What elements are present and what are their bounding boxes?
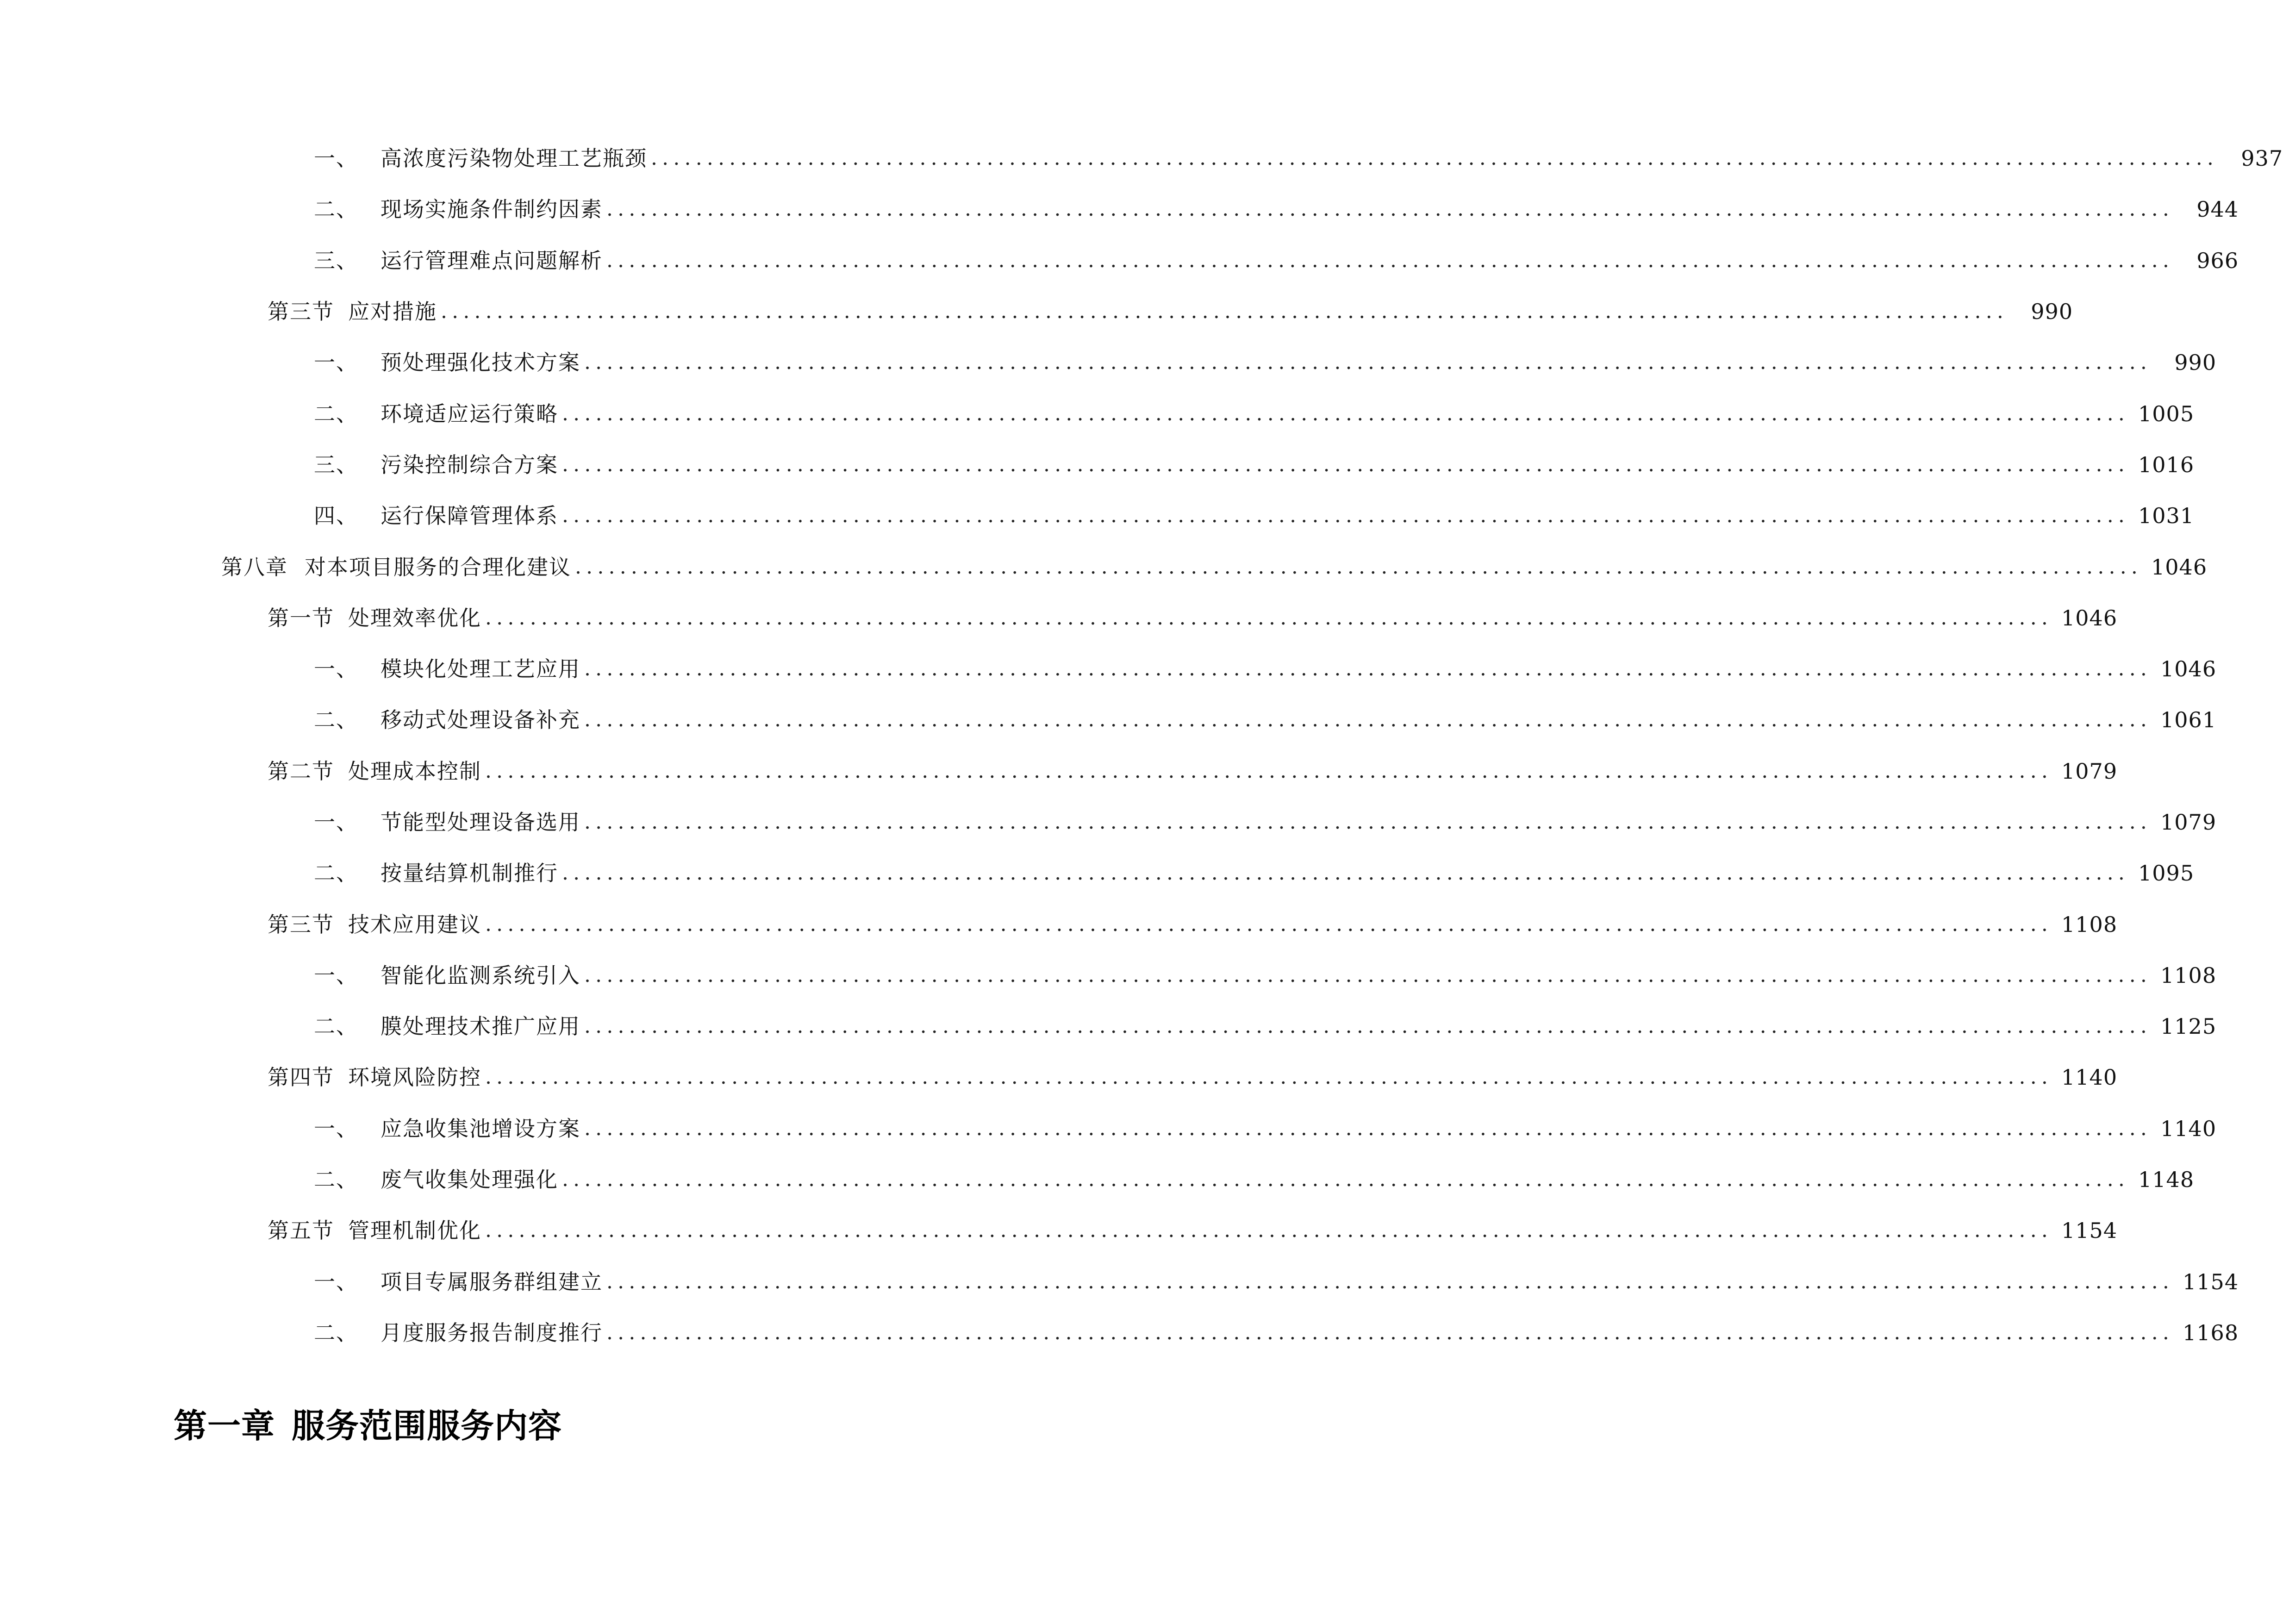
- chapter-heading-title: 服务范围服务内容: [292, 1406, 562, 1445]
- toc-entry-number: 第一节: [268, 605, 334, 631]
- toc-entry-label: [268, 1067, 481, 1088]
- toc-entry-title: 月度服务报告制度推行: [380, 1320, 603, 1345]
- toc-dot-leader: ............................................................................................................................................: [485, 759, 2053, 783]
- toc-entry-label: [314, 862, 558, 884]
- toc-entry-label: [314, 503, 558, 529]
- toc-dot-leader: ............................................................................................................................................: [562, 1168, 2130, 1192]
- toc-entry-number: 二、: [314, 197, 358, 222]
- toc-entry-label: [314, 250, 603, 271]
- toc-entry-page-number: 1154: [2061, 1218, 2118, 1243]
- toc-entry-page-number: 1095: [2138, 861, 2195, 886]
- toc-entry-page-number: 1108: [2160, 962, 2217, 988]
- toc-entry-page-number: 1079: [2061, 758, 2118, 784]
- toc-entry-number: 第五节: [268, 1218, 334, 1243]
- toc-dot-leader: ............................................................................................................................................: [584, 1014, 2152, 1038]
- toc-dot-leader: ............................................................................................................................................: [575, 555, 2143, 579]
- toc-entry-title: 按量结算机制推行: [380, 861, 558, 886]
- toc-entry[interactable]: [0, 1154, 2195, 1205]
- toc-entry[interactable]: [0, 1205, 2118, 1256]
- toc-entry[interactable]: [0, 541, 2208, 592]
- toc-dot-leader: ............................................................................................................................................: [485, 1218, 2053, 1243]
- toc-entry[interactable]: [0, 388, 2195, 439]
- toc-entry[interactable]: [0, 235, 2239, 286]
- toc-entry[interactable]: [0, 286, 2073, 337]
- toc-entry-page-number: 1148: [2138, 1167, 2195, 1193]
- toc-entry-title: 管理机制优化: [348, 1218, 481, 1243]
- toc-entry[interactable]: [0, 337, 2217, 388]
- toc-entry-label: [314, 199, 603, 220]
- toc-dot-leader: ............................................................................................................................................: [584, 810, 2152, 834]
- toc-entry[interactable]: [0, 133, 2283, 184]
- toc-entry-title: 环境风险防控: [348, 1065, 481, 1090]
- toc-entry-page-number: 1140: [2160, 1116, 2217, 1141]
- toc-entry[interactable]: [0, 1001, 2217, 1052]
- toc-entry-page-number: 1168: [2183, 1320, 2239, 1345]
- toc-entry-number: 一、: [314, 962, 358, 988]
- toc-entry-title: 高浓度污染物处理工艺瓶颈: [380, 146, 647, 171]
- toc-entry-page-number: 1140: [2061, 1065, 2118, 1090]
- toc-entry-label: [221, 556, 571, 578]
- toc-dot-leader: ............................................................................................................................................: [562, 504, 2130, 528]
- toc-entry-number: 三、: [314, 248, 358, 273]
- toc-entry[interactable]: [0, 643, 2217, 694]
- toc-entry-page-number: 1046: [2151, 554, 2208, 580]
- toc-entry-page-number: 966: [2196, 248, 2239, 273]
- toc-entry[interactable]: [0, 439, 2195, 490]
- toc-entry-label: [314, 1118, 580, 1139]
- toc-entry-label: [314, 1271, 603, 1293]
- toc-entry[interactable]: [0, 746, 2118, 797]
- toc-entry-number: 二、: [314, 1167, 358, 1193]
- toc-entry-label: [314, 1167, 558, 1193]
- toc-dot-leader: ............................................................................................................................................: [584, 708, 2152, 732]
- chapter-heading: [174, 1406, 562, 1445]
- toc-entry-title: 膜处理技术推广应用: [380, 1014, 580, 1039]
- toc-dot-leader: ............................................................................................................................................: [606, 248, 2174, 272]
- toc-entry[interactable]: [0, 848, 2195, 899]
- toc-entry-label: [314, 962, 580, 988]
- toc-entry-title: 移动式处理设备补充: [380, 707, 580, 733]
- toc-entry-page-number: 1108: [2061, 912, 2118, 937]
- toc-dot-leader: ............................................................................................................................................: [485, 606, 2053, 630]
- toc-entry-page-number: 990: [2031, 299, 2073, 325]
- toc-entry-page-number: 1046: [2061, 605, 2118, 631]
- toc-entry-number: 三、: [314, 452, 358, 477]
- toc-entry[interactable]: [0, 694, 2217, 745]
- toc-dot-leader: ............................................................................................................................................: [562, 452, 2130, 476]
- toc-dot-leader: ............................................................................................................................................: [441, 300, 2009, 324]
- toc-entry-label: [268, 1220, 481, 1241]
- toc-entry-page-number: 1079: [2160, 810, 2217, 835]
- toc-entry-title: 运行保障管理体系: [380, 503, 558, 529]
- toc-dot-leader: ............................................................................................................................................: [485, 1065, 2053, 1089]
- toc-entry-number: 一、: [314, 1116, 358, 1141]
- toc-entry-number: 一、: [314, 1269, 358, 1294]
- toc-dot-leader: ............................................................................................................................................: [606, 197, 2174, 221]
- toc-dot-leader: ............................................................................................................................................: [562, 861, 2130, 885]
- toc-entry-page-number: 1061: [2160, 707, 2217, 733]
- toc-dot-leader: ............................................................................................................................................: [606, 1320, 2174, 1344]
- toc-entry[interactable]: [0, 1307, 2239, 1358]
- toc-entry-title: 处理效率优化: [348, 605, 481, 631]
- toc-entry-page-number: 1005: [2138, 401, 2195, 426]
- toc-dot-leader: ............................................................................................................................................: [584, 1116, 2152, 1140]
- toc-entry-number: 一、: [314, 810, 358, 835]
- toc-entry-label: [314, 812, 580, 833]
- toc-entry-number: 二、: [314, 1014, 358, 1039]
- toc-entry-page-number: 1046: [2160, 656, 2217, 682]
- toc-entry-page-number: 1154: [2183, 1269, 2239, 1294]
- toc-entry[interactable]: [0, 1103, 2217, 1154]
- toc-entry[interactable]: [0, 797, 2217, 848]
- toc-entry-number: 一、: [314, 146, 358, 171]
- toc-dot-leader: ............................................................................................................................................: [651, 146, 2219, 170]
- toc-entry-label: [314, 148, 647, 169]
- table-of-contents: [0, 133, 2283, 1358]
- toc-entry-title: 模块化处理工艺应用: [380, 656, 580, 682]
- toc-entry-number: 四、: [314, 503, 358, 529]
- toc-entry-title: 对本项目服务的合理化建议: [305, 554, 571, 580]
- toc-entry-title: 节能型处理设备选用: [380, 810, 580, 835]
- toc-entry-number: 一、: [314, 350, 358, 375]
- toc-entry[interactable]: [0, 490, 2195, 541]
- toc-entry-label: [268, 299, 437, 325]
- toc-entry[interactable]: [0, 593, 2118, 643]
- toc-entry-title: 预处理强化技术方案: [380, 350, 580, 375]
- toc-entry[interactable]: [0, 1052, 2118, 1103]
- toc-entry-label: [268, 607, 481, 629]
- chapter-heading-number: 第一章: [174, 1406, 275, 1445]
- toc-entry-number: 第四节: [268, 1065, 334, 1090]
- toc-dot-leader: ............................................................................................................................................: [584, 350, 2152, 375]
- toc-entry-page-number: 937: [2241, 146, 2283, 171]
- toc-entry-label: [268, 914, 481, 935]
- toc-entry-page-number: 990: [2174, 350, 2217, 375]
- toc-entry-page-number: 1016: [2138, 452, 2195, 477]
- toc-entry[interactable]: [0, 184, 2239, 235]
- toc-entry-number: 二、: [314, 401, 358, 426]
- toc-entry[interactable]: [0, 1256, 2239, 1307]
- toc-entry[interactable]: [0, 950, 2217, 1001]
- toc-entry-label: [314, 1322, 603, 1343]
- toc-entry-title: 智能化监测系统引入: [380, 962, 580, 988]
- toc-entry-title: 项目专属服务群组建立: [380, 1269, 603, 1294]
- toc-entry-number: 二、: [314, 861, 358, 886]
- toc-entry-title: 技术应用建议: [348, 912, 481, 937]
- toc-entry-number: 第二节: [268, 758, 334, 784]
- toc-entry-title: 废气收集处理强化: [380, 1167, 558, 1193]
- toc-entry-title: 处理成本控制: [348, 758, 481, 784]
- toc-entry-label: [314, 709, 580, 731]
- toc-entry-label: [314, 454, 558, 475]
- toc-entry-label: [268, 758, 481, 784]
- toc-entry-number: 一、: [314, 656, 358, 682]
- toc-entry-number: 二、: [314, 1320, 358, 1345]
- toc-entry-label: [314, 1016, 580, 1037]
- toc-dot-leader: ............................................................................................................................................: [562, 401, 2130, 425]
- toc-entry-page-number: 944: [2196, 197, 2239, 222]
- toc-entry-title: 环境适应运行策略: [380, 401, 558, 426]
- toc-dot-leader: ............................................................................................................................................: [606, 1269, 2174, 1293]
- toc-entry-page-number: 1125: [2160, 1014, 2217, 1039]
- toc-entry-title: 运行管理难点问题解析: [380, 248, 603, 273]
- toc-entry-label: [314, 403, 558, 425]
- toc-entry-number: 第三节: [268, 912, 334, 937]
- toc-entry-label: [314, 658, 580, 680]
- toc-entry[interactable]: [0, 899, 2118, 949]
- toc-dot-leader: ............................................................................................................................................: [584, 963, 2152, 987]
- toc-dot-leader: ............................................................................................................................................: [584, 657, 2152, 681]
- toc-entry-number: 二、: [314, 707, 358, 733]
- toc-entry-title: 污染控制综合方案: [380, 452, 558, 477]
- toc-entry-label: [314, 352, 580, 373]
- toc-entry-page-number: 1031: [2138, 503, 2195, 529]
- toc-entry-title: 现场实施条件制约因素: [380, 197, 603, 222]
- toc-entry-number: 第八章: [221, 554, 288, 580]
- toc-entry-number: 第三节: [268, 299, 334, 325]
- toc-dot-leader: ............................................................................................................................................: [485, 912, 2053, 936]
- toc-entry-title: 应对措施: [348, 299, 437, 325]
- toc-entry-title: 应急收集池增设方案: [380, 1116, 580, 1141]
